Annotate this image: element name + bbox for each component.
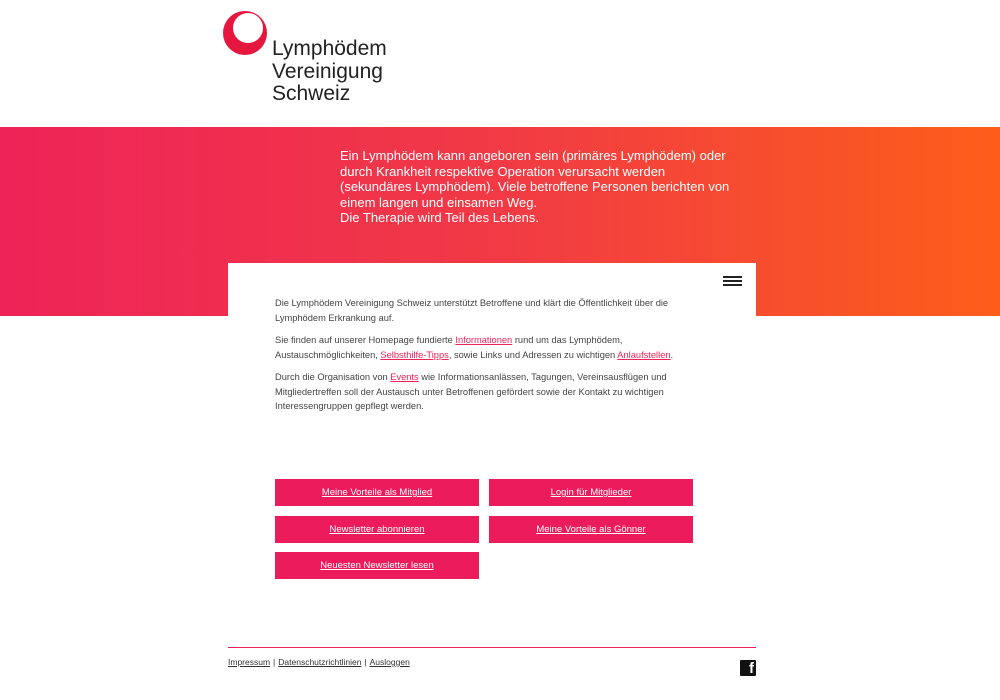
text-span: Durch die Organisation von xyxy=(275,372,391,382)
footer-separator: | xyxy=(364,657,367,667)
logo-line-1: Lymphödem xyxy=(272,37,387,60)
footer-separator: | xyxy=(273,657,276,667)
hero-paragraph: Ein Lymphödem kann angeboren sein (primäres Lymphödem) oder durch Krankheit respektive Operation verursacht werden (sekundäres Lymphödem). Viele betroffene Personen berichten von einem langen und einsamen Weg. xyxy=(340,148,730,210)
link-informationen[interactable]: Informationen xyxy=(455,335,513,345)
member-login-button[interactable]: Login für Mitglieder xyxy=(489,479,693,506)
logo-wordmark xyxy=(272,38,387,106)
privacy-policy-link[interactable]: Datenschutzrichtlinien xyxy=(278,657,362,667)
link-anlaufstellen[interactable]: Anlaufstellen xyxy=(617,349,671,360)
member-benefits-button[interactable]: Meine Vorteile als Mitglied xyxy=(275,479,479,506)
intro-text xyxy=(275,296,708,422)
content-card xyxy=(228,263,756,593)
latest-newsletter-button[interactable]: Neuesten Newsletter lesen xyxy=(275,552,479,579)
hero-tagline: Die Therapie wird Teil des Lebens. xyxy=(340,210,539,226)
link-selbsthilfe-tipps[interactable]: Selbsthilfe-Tipps xyxy=(380,349,449,360)
text-span: wie Informationsanlässen, Tagungen, Vereinsausflügen und Mitgliedertreffen soll der Austausch unter Betroffenen gefördert sowie der Kontakt zu wichtigen Interessengruppen gepflegt werden. xyxy=(275,372,667,411)
intro-paragraph-3 xyxy=(275,370,708,414)
logo-circle-icon xyxy=(222,10,268,56)
link-events[interactable]: Events xyxy=(390,372,419,382)
facebook-glyph: f xyxy=(749,660,754,677)
footer-links xyxy=(228,657,410,667)
hero-text xyxy=(340,148,735,226)
menu-bar xyxy=(723,284,742,286)
donor-benefits-button[interactable]: Meine Vorteile als Gönner xyxy=(489,516,693,543)
hamburger-menu-icon[interactable] xyxy=(723,276,742,288)
text-span: Sie finden auf unserer Homepage fundierte xyxy=(275,335,456,345)
footer-divider xyxy=(228,647,756,648)
text-span: . xyxy=(670,349,674,360)
logo-line-3: Schweiz xyxy=(272,82,351,105)
logout-link[interactable]: Ausloggen xyxy=(369,657,410,667)
newsletter-subscribe-button[interactable]: Newsletter abonnieren xyxy=(275,516,479,543)
site-logo[interactable] xyxy=(222,10,402,110)
text-span: , sowie Links und Adressen zu wichtigen xyxy=(448,349,618,360)
intro-paragraph-1: Die Lymphödem Vereinigung Schweiz unterstützt Betroffene und klärt die Öffentlichkeit über die Lymphödem Erkrankung auf. xyxy=(275,298,669,323)
impressum-link[interactable]: Impressum xyxy=(228,657,271,667)
logo-line-2: Vereinigung xyxy=(272,59,383,83)
text-span: rund um das Lymphödem, Austauschmöglichkeiten, xyxy=(275,335,623,360)
menu-bar xyxy=(723,280,742,282)
facebook-icon[interactable] xyxy=(740,660,756,676)
menu-bar xyxy=(723,276,742,278)
intro-paragraph-2 xyxy=(275,333,708,362)
